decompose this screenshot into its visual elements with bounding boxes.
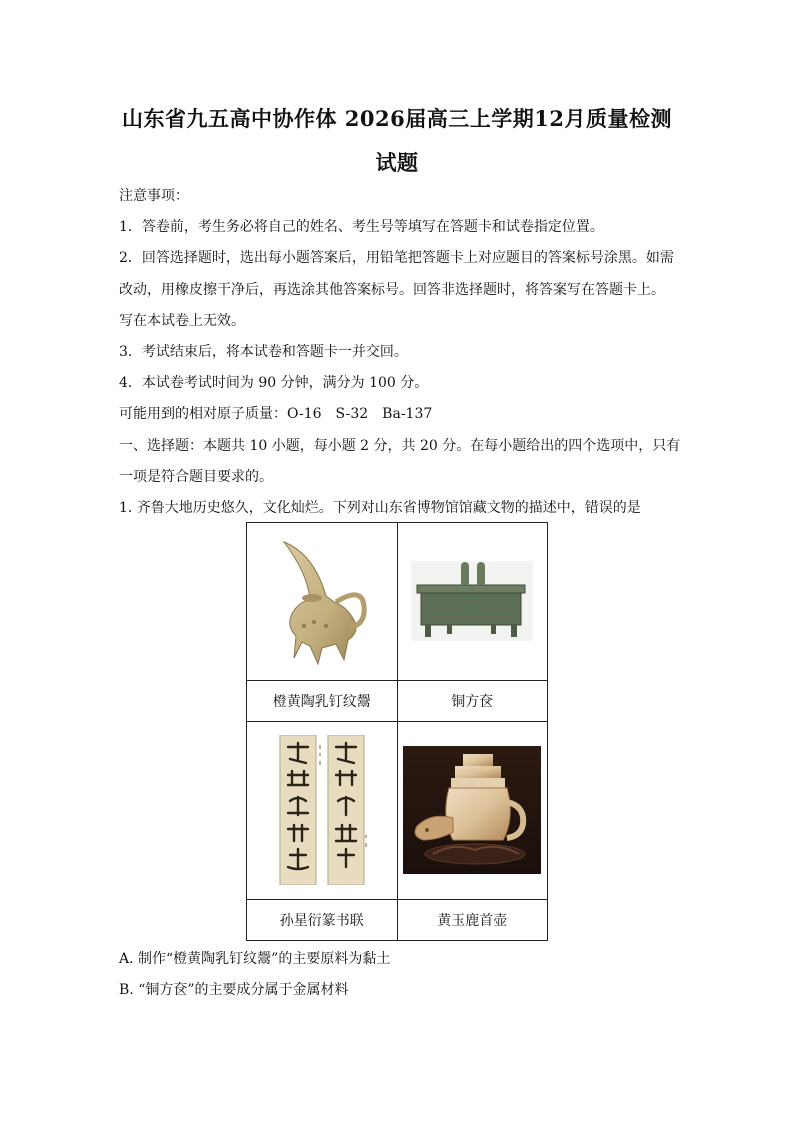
relics-table: [246, 522, 548, 941]
notice-item: 3．考试结束后，将本试卷和答题卡一并交回。: [119, 344, 408, 360]
jade-pot-image: [403, 746, 541, 874]
question-1-stem: 1. 齐鲁大地历史悠久，文化灿烂。下列对山东省博物馆馆藏文物的描述中，错误的是: [119, 500, 641, 516]
notice-item: 4．本试卷考试时间为 90 分钟，满分为 100 分。: [119, 375, 429, 391]
pottery-vessel-image: [274, 536, 370, 666]
notice-item: 2．回答选择题时，选出每小题答案后，用铅笔把答题卡上对应题目的答案标号涂黑。如需: [119, 250, 674, 266]
bronze-box-image: [411, 561, 533, 641]
relic-image-cell: [397, 523, 548, 681]
notice-item: 改动，用橡皮擦干净后，再选涂其他答案标号。回答非选择题时，将答案写在答题卡上。: [119, 282, 665, 298]
option-a: A. 制作“橙黄陶乳钉纹鬶”的主要原料为黏土: [119, 951, 391, 967]
relic-image-cell: [397, 721, 548, 899]
section-heading-cont: 一项是符合题目要求的。: [119, 469, 273, 485]
exam-title-line-1: 山东省九五高中协作体 2026届高三上学期12月质量检测: [122, 106, 672, 131]
notice-item: 1．答卷前，考生务必将自己的姓名、考生号等填写在答题卡和试卷指定位置。: [119, 219, 604, 235]
option-b: B. “铜方奁”的主要成分属于金属材料: [119, 982, 349, 998]
atomic-masses: 可能用到的相对原子质量：O-16 S-32 Ba-137: [119, 406, 433, 422]
relic-caption: 橙黄陶乳钉纹鬶: [247, 680, 398, 721]
relic-caption: 孙星衍篆书联: [247, 899, 398, 940]
relic-image-cell: [247, 721, 398, 899]
exam-title-line-2: 试题: [375, 150, 419, 175]
notice-heading: 注意事项：: [119, 188, 189, 204]
relic-caption: 铜方奁: [397, 680, 548, 721]
notice-item: 写在本试卷上无效。: [119, 313, 245, 329]
calligraphy-couplet-image: [274, 735, 370, 885]
section-heading: 一、选择题：本题共 10 小题，每小题 2 分，共 20 分。在每小题给出的四个选项中，只有: [119, 438, 681, 454]
relic-caption: 黄玉鹿首壶: [397, 899, 548, 940]
relic-image-cell: [247, 523, 398, 681]
